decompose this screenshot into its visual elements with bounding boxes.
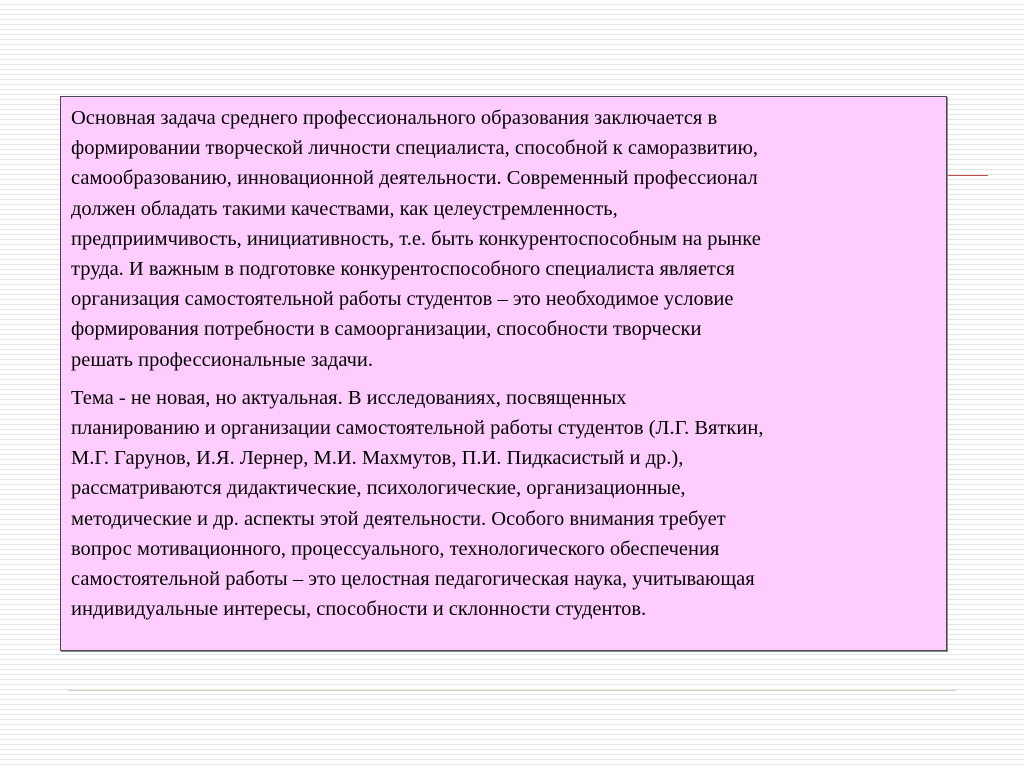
text-block <box>60 96 947 651</box>
footer-divider <box>68 690 956 691</box>
accent-divider <box>948 175 988 176</box>
paragraph-topic: Тема - не новая, но актуальная. В исследованиях, посвященных планированию и организации самостоятельной работы студентов (Л.Г. Вяткин, М.Г. Гарунов, И.Я. Лернер, М.И. Махмутов, П.И. Пидкасистый и др.), рассматриваются дидактические, психологические, организационные, методические и др. аспекты этой деятельности. Особого внимания требует вопрос мотивационного, процессуального, технологического обеспечения самостоятельной работы – это целостная педагогическая наука, учитывающая индивидуальные интересы, способности и склонности студентов. <box>71 386 764 621</box>
paragraph-intro: Основная задача среднего профессионального образования заключается в формировании творческой личности специалиста, способной к саморазвитию, самообразованию, инновационной деятельности. Современный профессионал должен обладать такими качествами, как целеустремленность, предприимчивость, инициативность, т.е. быть конкурентоспособным на рынке труда. И важным в подготовке конкурентоспособного специалиста является организация самостоятельной работы студентов – это необходимое условие формирования потребности в самоорганизации, способности творчески решать профессиональные задачи. <box>71 107 761 371</box>
